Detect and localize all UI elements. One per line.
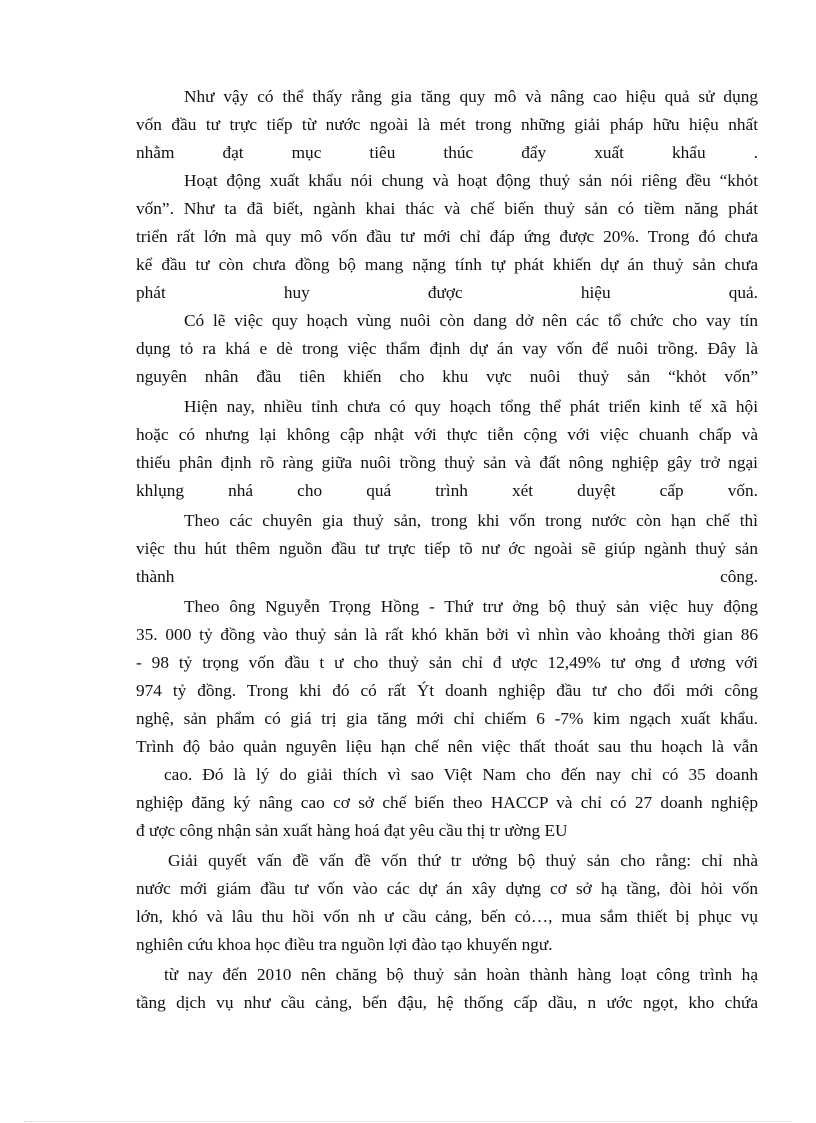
text-line: hoặc có nhưng lại không cập nhật với thực tiễn cộng với việc chuanh chấp và <box>136 425 758 444</box>
text-line: 974 tỷ đồng. Trong khi đó có rất Ýt doanh nghiệp đầu tư cho đổi mới công <box>136 681 758 700</box>
text-line: Hiện nay, nhiều tỉnh chưa có quy hoạch tổng thể phát triển kinh tế xã hội <box>184 397 758 416</box>
text-line: Giải quyết vấn đề vấn đề vốn thứ tr ưởng bộ thuỷ sản cho rằng: chỉ nhà <box>168 851 758 870</box>
text-line: Trình độ bảo quản nguyên liệu hạn chế nên việc thất thoát sau thu hoạch là vẫn <box>136 737 758 756</box>
text-line: cao. Đó là lý do giải thích vì sao Việt Nam cho đến nay chỉ có 35 doanh <box>164 765 758 784</box>
text-line: nguyên nhân đầu tiên khiến cho khu vực nuôi thuỷ sản “khỏt vốn” <box>136 367 758 386</box>
text-line: lớn, khó và lâu thu hồi vốn nh ư cầu cảng, bến cỏ…, mua sắm thiết bị phục vụ <box>136 907 758 926</box>
text-line: phát huy được hiệu quả. <box>136 283 758 302</box>
text-line: vốn đầu tư trực tiếp từ nước ngoài là mét trong những giải pháp hữu hiệu nhất <box>136 115 758 134</box>
text-line: - 98 tỷ trọng vốn đầu t ư cho thuỷ sản chỉ đ ược 12,49% tư ơng đ ương với <box>136 653 758 672</box>
text-line: khlụng nhá cho quá trình xét duyệt cấp vốn. <box>136 481 758 500</box>
text-line: nghiên cứu khoa học điều tra nguồn lợi đào tạo khuyến ngư. <box>136 935 553 954</box>
text-line: kể đầu tư còn chưa đồng bộ mang nặng tính tự phát khiến dự án thuỷ sản chưa <box>136 255 758 274</box>
text-line: thiếu phân định rõ ràng giữa nuôi trồng thuỷ sản và đất nông nghiệp gây trở ngại <box>136 453 758 472</box>
text-line: từ nay đến 2010 nên chăng bộ thuỷ sản hoàn thành hàng loạt công trình hạ <box>164 965 758 984</box>
text-line: Có lẽ việc quy hoạch vùng nuôi còn dang dở nên các tổ chức cho vay tín <box>184 311 758 330</box>
text-line: vốn”. Như ta đã biết, ngành khai thác và chế biến thuỷ sản có tiềm năng phát <box>136 199 758 218</box>
text-line: Như vậy có thể thấy rằng gia tăng quy mô và nâng cao hiệu quả sử dụng <box>184 87 758 106</box>
page-bottom-divider <box>24 1121 792 1122</box>
text-line: tầng dịch vụ như cầu cảng, bến đậu, hệ thống cấp dầu, n ước ngọt, kho chứa <box>136 993 758 1012</box>
text-line: dụng tỏ ra khá e dè trong việc thẩm định dự án vay vốn để nuôi trồng. Đây là <box>136 339 758 358</box>
text-line: nghệ, sản phẩm có giá trị gia tăng mới chỉ chiếm 6 -7% kim ngạch xuất khẩu. <box>136 709 758 728</box>
text-line: triển rất lớn mà quy mô vốn đầu tư mới chỉ đáp ứng được 20%. Trong đó chưa <box>136 227 758 246</box>
text-line: việc thu hút thêm nguồn đầu tư trực tiếp tõ nư ớc ngoài sẽ giúp ngành thuỷ sản <box>136 539 758 558</box>
text-line: Theo ông Nguyễn Trọng Hồng - Thứ trư ởng bộ thuỷ sản việc huy động <box>184 597 758 616</box>
text-line: nghiệp đăng ký nâng cao cơ sở chế biến theo HACCP và chỉ có 27 doanh nghiệp <box>136 793 758 812</box>
text-line: đ ược công nhận sản xuất hàng hoá đạt yêu cầu thị tr ường EU <box>136 821 568 840</box>
text-line: 35. 000 tỷ đồng vào thuỷ sản là rất khó khăn bởi vì nhìn vào khoảng thời gian 86 <box>136 625 758 644</box>
text-line: nước mới giám đầu tư vốn vào các dự án xây dựng cơ sở hạ tầng, đòi hỏi vốn <box>136 879 758 898</box>
text-line: thành công. <box>136 567 758 586</box>
text-line: Theo các chuyên gia thuỷ sản, trong khi vốn trong nước còn hạn chế thì <box>184 511 758 530</box>
text-line: nhằm đạt mục tiêu thúc đẩy xuất khẩu . <box>136 143 758 162</box>
text-line: Hoạt động xuất khẩu nói chung và hoạt động thuỷ sản nói riêng đều “khỏt <box>184 171 758 190</box>
